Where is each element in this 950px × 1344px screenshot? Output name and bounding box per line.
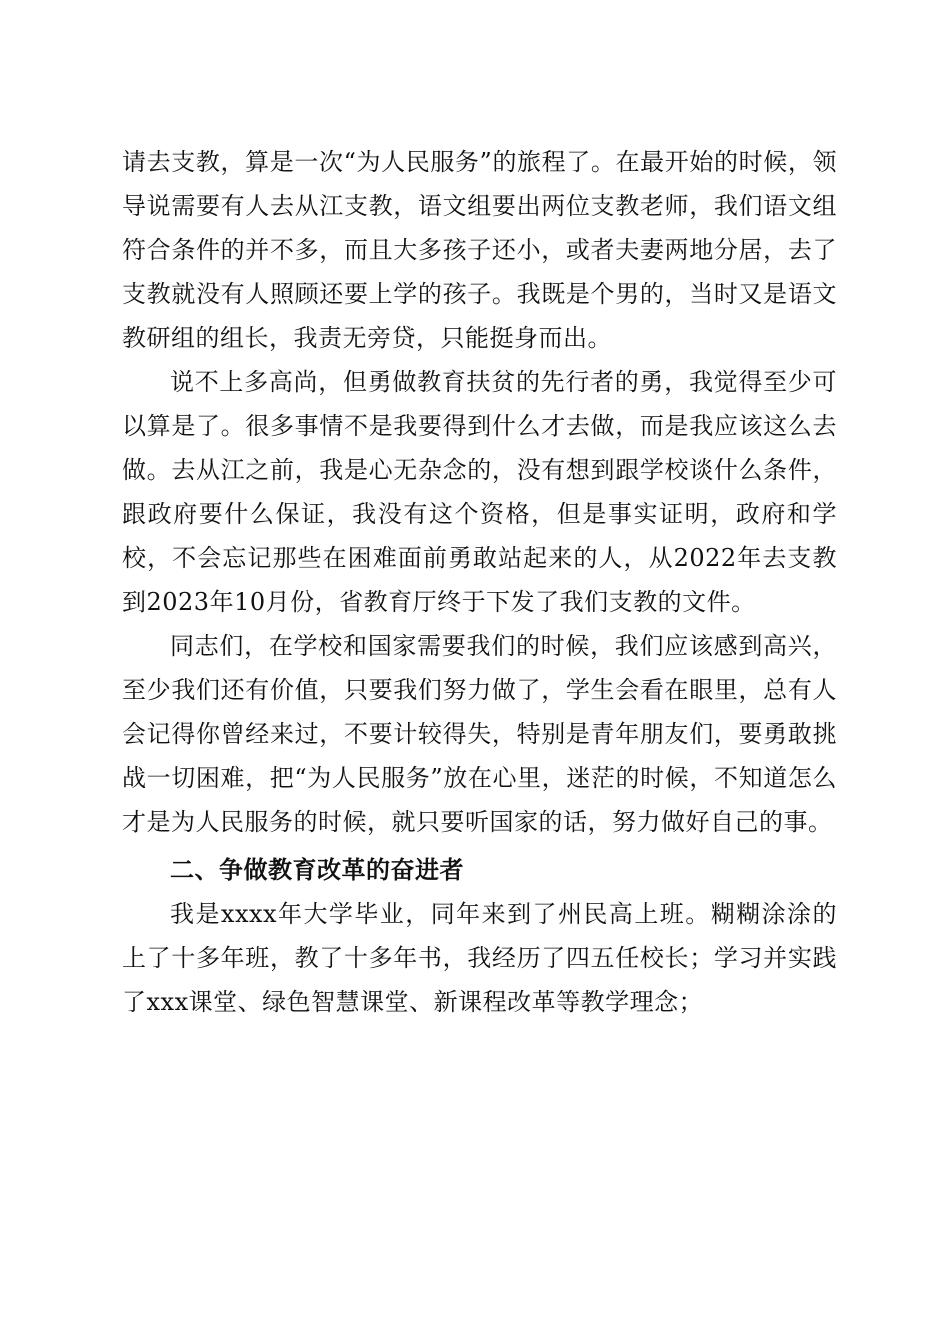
document-body (122, 140, 837, 1024)
paragraph-4: 我是xxxx年大学毕业，同年来到了州民高上班。糊糊涂涂的上了十多年班，教了十多年书，我经历了四五任校长；学习并实践了xxx课堂、绿色智慧课堂、新课程改革等教学理念； (122, 900, 837, 1016)
paragraph-2: 说不上多高尚，但勇做教育扶贫的先行者的勇，我觉得至少可以算是了。很多事情不是我要得到什么才去做，而是我应该这么去做。去从江之前，我是心无杂念的，没有想到跟学校谈什么条件，跟政府要什么保证，我没有这个资格，但是事实证明，政府和学校，不会忘记那些在困难面前勇敢站起来的人，从2022年去支教到2023年10月份，省教育厅终于下发了我们支教的文件。 (122, 368, 837, 616)
paragraph-1: 请去支教，算是一次“为人民服务”的旅程了。在最开始的时候，领导说需要有人去从江支教，语文组要出两位支教老师，我们语文组符合条件的并不多，而且大多孩子还小，或者夫妻两地分居，去了支教就没有人照顾还要上学的孩子。我既是个男的，当时又是语文教研组的组长，我责无旁贷，只能挺身而出。 (122, 148, 837, 352)
section-heading: 二、争做教育改革的奋进者 (170, 856, 464, 884)
paragraph-3: 同志们，在学校和国家需要我们的时候，我们应该感到高兴，至少我们还有价值，只要我们努力做了，学生会看在眼里，总有人会记得你曾经来过，不要计较得失，特别是青年朋友们，要勇敢挑战一切困难，把“为人民服务”放在心里，迷茫的时候，不知道怎么才是为人民服务的时候，就只要听国家的话，努力做好自己的事。 (122, 632, 837, 836)
